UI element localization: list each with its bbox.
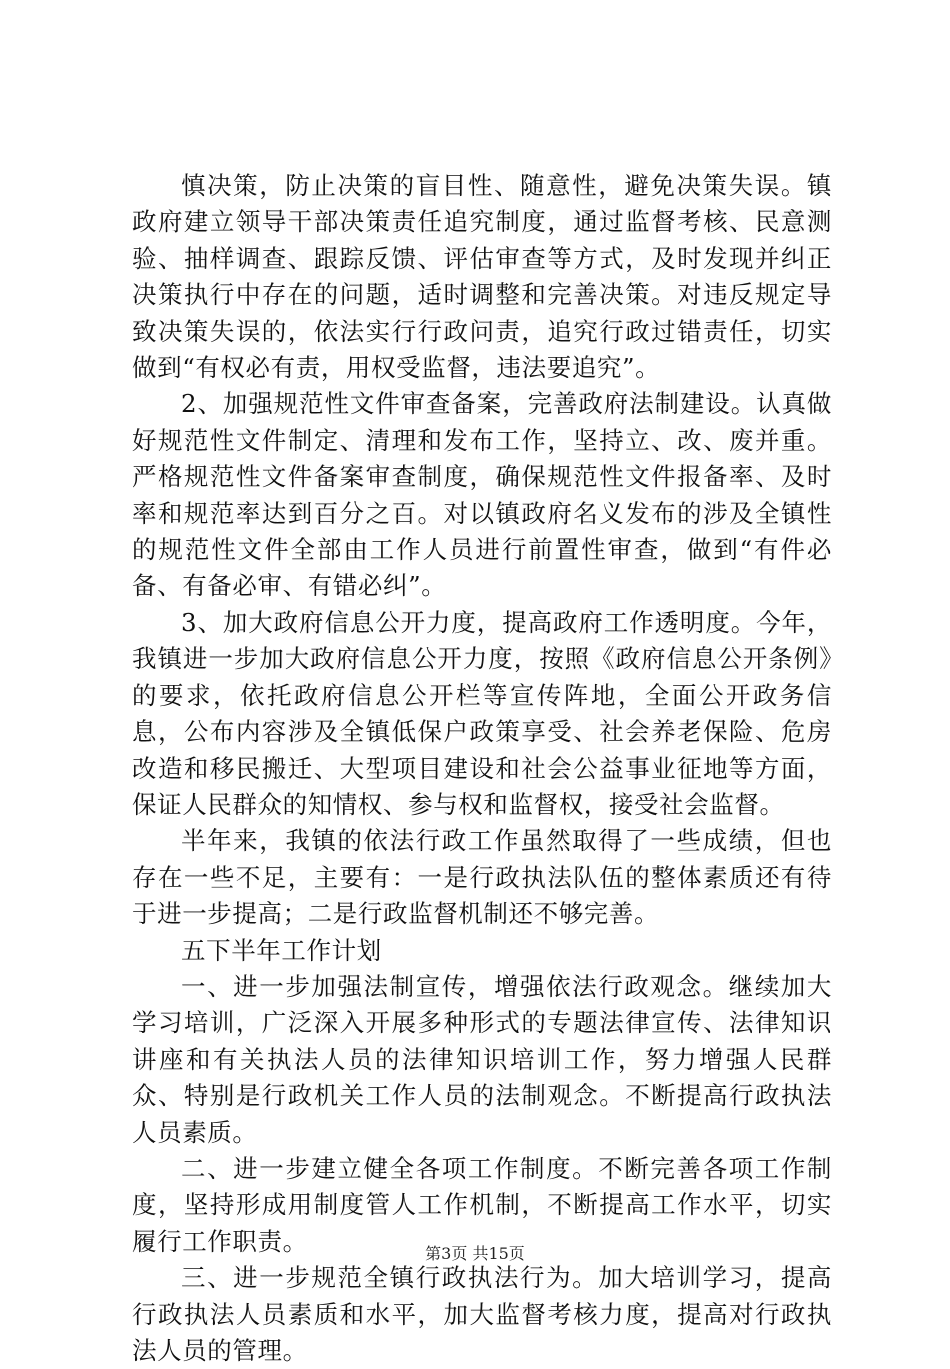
paragraph-plan-law-enforcement: 三、进一步规范全镇行政执法行为。加大培训学习，提高行政执法人员素质和水平，加大监督考核力度，提高对行政执法人员的管理。: [132, 1263, 832, 1365]
paragraph-plan-work-systems: 二、进一步建立健全各项工作制度。不断完善各项工作制度，坚持形成用制度管人工作机制，不断提高工作水平，切实履行工作职责。: [132, 1153, 832, 1256]
paragraph-information-disclosure: 3、加大政府信息公开力度，提高政府工作透明度。今年，我镇进一步加大政府信息公开力度，按照《政府信息公开条例》的要求，依托政府信息公开栏等宣传阵地，全面公开政务信息，公布内容涉及全镇低保户政策享受、社会养老保险、危房改造和移民搬迁、大型项目建设和社会公益事业征地等方面，保证人民群众的知情权、参与权和监督权，接受社会监督。: [132, 607, 832, 819]
paragraph-decision-accountability: 慎决策，防止决策的盲目性、随意性，避免决策失误。镇政府建立领导干部决策责任追究制度，通过监督考核、民意测验、抽样调查、跟踪反馈、评估审查等方式，及时发现并纠正决策执行中存在的问题，适时调整和完善决策。对违反规定导致决策失误的，依法实行行政问责，追究行政过错责任，切实做到“有权必有责，用权受监督，违法要追究”。: [132, 171, 832, 383]
paragraph-normative-documents: 2、加强规范性文件审查备案，完善政府法制建设。认真做好规范性文件制定、清理和发布工作，坚持立、改、废并重。严格规范性文件备案审查制度，确保规范性文件报备率、及时率和规范率达到百分之百。对以镇政府名义发布的涉及全镇性的规范性文件全部由工作人员进行前置性审查，做到“有件必备、有备必审、有错必纠”。: [132, 389, 832, 601]
document-body: [132, 168, 832, 1369]
paragraph-plan-legal-publicity: 一、进一步加强法制宣传，增强依法行政观念。继续加大学习培训，广泛深入开展多种形式的专题法律宣传、法律知识讲座和有关执法人员的法律知识培训工作，努力增强人民群众、特别是行政机关工作人员的法制观念。不断提高行政执法人员素质。: [132, 971, 832, 1147]
section-heading-work-plan: 五下半年工作计划: [181, 935, 382, 965]
page-number-footer: 第3页 共15页: [425, 1244, 525, 1263]
paragraph-shortcomings: 半年来，我镇的依法行政工作虽然取得了一些成绩，但也存在一些不足，主要有：一是行政执法队伍的整体素质还有待于进一步提高；二是行政监督机制还不够完善。: [132, 826, 832, 929]
